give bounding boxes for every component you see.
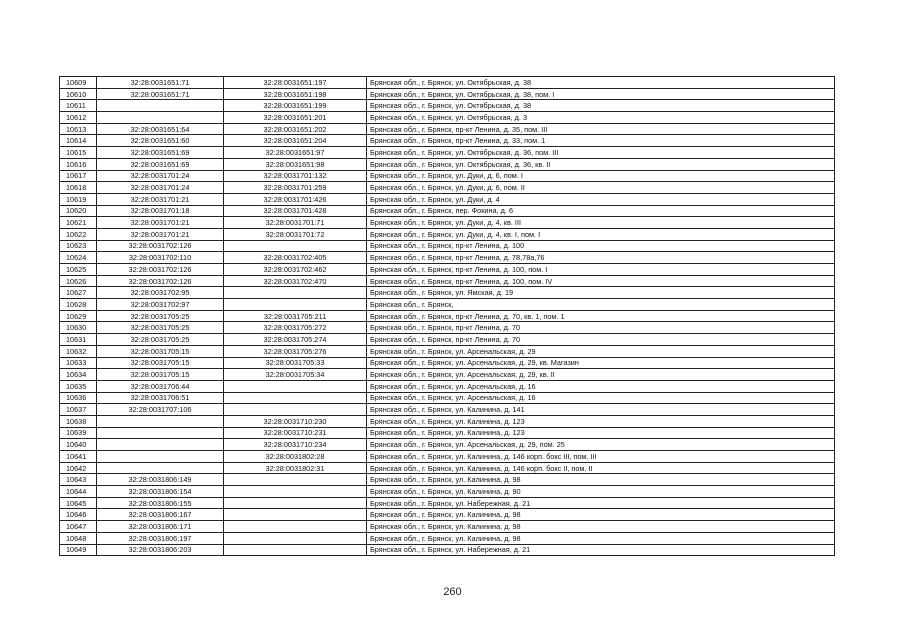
object-cadastral-number-cell: 32:28:0031651:97: [224, 147, 367, 159]
address-cell: Брянская обл., г. Брянск, ул. Октябрьская, д. 36, кв. II: [367, 158, 835, 170]
land-cadastral-number-cell: 32:28:0031705:25: [97, 310, 224, 322]
record-number-cell: 10625: [60, 264, 97, 276]
land-cadastral-number-cell: 32:28:0031651:69: [97, 147, 224, 159]
land-cadastral-number-cell: 32:28:0031701:21: [97, 228, 224, 240]
object-cadastral-number-cell: 32:28:0031802:28: [224, 451, 367, 463]
table-row: [60, 193, 835, 205]
land-cadastral-number-cell: 32:28:0031702:126: [97, 240, 224, 252]
table-row: [60, 205, 835, 217]
address-cell: Брянская обл., г. Брянск, ул. Октябрьская, д. 36, пом. III: [367, 147, 835, 159]
land-cadastral-number-cell: [97, 427, 224, 439]
table-row: [60, 380, 835, 392]
land-cadastral-number-cell: 32:28:0031651:71: [97, 88, 224, 100]
address-cell: Брянская обл., г. Брянск, ул. Набережная, д. 21: [367, 544, 835, 556]
land-cadastral-number-cell: 32:28:0031701:21: [97, 217, 224, 229]
object-cadastral-number-cell: 32:28:0031705:274: [224, 334, 367, 346]
address-cell: Брянская обл., г. Брянск, ул. Калинина, д. 146 корп. бокс II, пом. II: [367, 462, 835, 474]
land-cadastral-number-cell: [97, 451, 224, 463]
object-cadastral-number-cell: [224, 521, 367, 533]
land-cadastral-number-cell: [97, 100, 224, 112]
address-cell: Брянская обл., г. Брянск, ул. Октябрьская, д. 3: [367, 112, 835, 124]
land-cadastral-number-cell: 32:28:0031701:24: [97, 182, 224, 194]
table-row: [60, 100, 835, 112]
object-cadastral-number-cell: 32:28:0031710:234: [224, 439, 367, 451]
land-cadastral-number-cell: [97, 415, 224, 427]
record-number-cell: 10644: [60, 486, 97, 498]
land-cadastral-number-cell: 32:28:0031702:97: [97, 299, 224, 311]
land-cadastral-number-cell: 32:28:0031651:69: [97, 158, 224, 170]
address-cell: Брянская обл., г. Брянск,: [367, 299, 835, 311]
land-cadastral-number-cell: 32:28:0031806:154: [97, 486, 224, 498]
table-row: [60, 451, 835, 463]
table-row: [60, 287, 835, 299]
land-cadastral-number-cell: 32:28:0031705:15: [97, 357, 224, 369]
record-number-cell: 10612: [60, 112, 97, 124]
address-cell: Брянская обл., г. Брянск, ул. Дуки, д. 4, кв. I, пом. I: [367, 228, 835, 240]
table-row: [60, 275, 835, 287]
address-cell: Брянская обл., г. Брянск, ул. Калинина, д. 141: [367, 404, 835, 416]
table-row: [60, 439, 835, 451]
address-cell: Брянская обл., г. Брянск, ул. Арсенальская, д. 16: [367, 380, 835, 392]
record-number-cell: 10633: [60, 357, 97, 369]
address-cell: Брянская обл., г. Брянск, ул. Октябрьская, д. 38, пом. I: [367, 88, 835, 100]
table-row: [60, 497, 835, 509]
table-row: [60, 532, 835, 544]
page-number: 260: [443, 586, 462, 598]
object-cadastral-number-cell: 32:28:0031701:132: [224, 170, 367, 182]
object-cadastral-number-cell: 32:28:0031702:462: [224, 264, 367, 276]
record-number-cell: 10642: [60, 462, 97, 474]
land-cadastral-number-cell: 32:28:0031707:106: [97, 404, 224, 416]
address-cell: Брянская обл., г. Брянск, ул. Калинина, д. 98: [367, 532, 835, 544]
object-cadastral-number-cell: 32:28:0031651:98: [224, 158, 367, 170]
object-cadastral-number-cell: [224, 287, 367, 299]
object-cadastral-number-cell: [224, 532, 367, 544]
object-cadastral-number-cell: [224, 509, 367, 521]
address-cell: Брянская обл., г. Брянск, ул. Дуки, д. 6, пом. II: [367, 182, 835, 194]
table-row: [60, 182, 835, 194]
address-cell: Брянская обл., г. Брянск, ул. Арсенальская, д. 29: [367, 345, 835, 357]
address-cell: Брянская обл., г. Брянск, пр-кт Ленина, д. 70, кв. 1, пом. 1: [367, 310, 835, 322]
record-number-cell: 10622: [60, 228, 97, 240]
land-cadastral-number-cell: 32:28:0031651:64: [97, 123, 224, 135]
object-cadastral-number-cell: 32:28:0031710:230: [224, 415, 367, 427]
table-row: [60, 474, 835, 486]
address-cell: Брянская обл., г. Брянск, ул. Дуки, д. 4: [367, 193, 835, 205]
object-cadastral-number-cell: 32:28:0031802:31: [224, 462, 367, 474]
record-number-cell: 10639: [60, 427, 97, 439]
address-cell: Брянская обл., г. Брянск, пр-кт Ленина, д. 78,78а,76: [367, 252, 835, 264]
record-number-cell: 10638: [60, 415, 97, 427]
address-cell: Брянская обл., г. Брянск, пр-кт Ленина, д. 100: [367, 240, 835, 252]
address-cell: Брянская обл., г. Брянск, пр-кт Ленина, д. 100, пом. IV: [367, 275, 835, 287]
object-cadastral-number-cell: 32:28:0031651:199: [224, 100, 367, 112]
object-cadastral-number-cell: 32:28:0031701:426: [224, 193, 367, 205]
address-cell: Брянская обл., г. Брянск, ул. Арсенальская, д. 29, пом. 25: [367, 439, 835, 451]
land-cadastral-number-cell: 32:28:0031701:18: [97, 205, 224, 217]
record-number-cell: 10647: [60, 521, 97, 533]
record-number-cell: 10629: [60, 310, 97, 322]
object-cadastral-number-cell: [224, 404, 367, 416]
address-cell: Брянская обл., г. Брянск, пр-кт Ленина, д. 100, пом. I: [367, 264, 835, 276]
address-cell: Брянская обл., г. Брянск, ул. Калинина, д. 98: [367, 474, 835, 486]
address-cell: Брянская обл., г. Брянск, ул. Октябрьская, д. 38: [367, 100, 835, 112]
object-cadastral-number-cell: 32:28:0031651:201: [224, 112, 367, 124]
land-cadastral-number-cell: 32:28:0031706:44: [97, 380, 224, 392]
table-row: [60, 521, 835, 533]
table-row: [60, 299, 835, 311]
record-number-cell: 10627: [60, 287, 97, 299]
record-number-cell: 10634: [60, 369, 97, 381]
address-cell: Брянская обл., г. Брянск, ул. Калинина, д. 98: [367, 521, 835, 533]
object-cadastral-number-cell: 32:28:0031702:470: [224, 275, 367, 287]
address-cell: Брянская обл., г. Брянск, пр-кт Ленина, д. 70: [367, 334, 835, 346]
land-cadastral-number-cell: 32:28:0031806:197: [97, 532, 224, 544]
object-cadastral-number-cell: 32:28:0031702:405: [224, 252, 367, 264]
address-cell: Брянская обл., г. Брянск, ул. Набережная, д. 21: [367, 497, 835, 509]
record-number-cell: 10619: [60, 193, 97, 205]
record-number-cell: 10635: [60, 380, 97, 392]
table-row: [60, 334, 835, 346]
land-cadastral-number-cell: 32:28:0031806:171: [97, 521, 224, 533]
table-row: [60, 158, 835, 170]
land-cadastral-number-cell: 32:28:0031702:126: [97, 275, 224, 287]
land-cadastral-number-cell: 32:28:0031806:149: [97, 474, 224, 486]
record-number-cell: 10628: [60, 299, 97, 311]
address-cell: Брянская обл., г. Брянск, ул. Калинина, д. 98: [367, 509, 835, 521]
record-number-cell: 10637: [60, 404, 97, 416]
table-row: [60, 345, 835, 357]
record-number-cell: 10648: [60, 532, 97, 544]
land-cadastral-number-cell: 32:28:0031702:110: [97, 252, 224, 264]
table-row: [60, 369, 835, 381]
record-number-cell: 10614: [60, 135, 97, 147]
table-row: [60, 240, 835, 252]
land-cadastral-number-cell: [97, 439, 224, 451]
record-number-cell: 10646: [60, 509, 97, 521]
record-number-cell: 10632: [60, 345, 97, 357]
address-cell: Брянская обл., г. Брянск, пер. Фокина, д. 6: [367, 205, 835, 217]
object-cadastral-number-cell: 32:28:0031651:197: [224, 77, 367, 89]
land-cadastral-number-cell: 32:28:0031701:24: [97, 170, 224, 182]
object-cadastral-number-cell: 32:28:0031705:272: [224, 322, 367, 334]
address-cell: Брянская обл., г. Брянск, ул. Дуки, д. 4, кв. III: [367, 217, 835, 229]
table-row: [60, 77, 835, 89]
object-cadastral-number-cell: 32:28:0031651:204: [224, 135, 367, 147]
record-number-cell: 10640: [60, 439, 97, 451]
object-cadastral-number-cell: 32:28:0031705:34: [224, 369, 367, 381]
address-cell: Брянская обл., г. Брянск, ул. Арсенальская, д. 16: [367, 392, 835, 404]
address-cell: Брянская обл., г. Брянск, ул. Калинина, д. 123: [367, 415, 835, 427]
table-row: [60, 147, 835, 159]
record-number-cell: 10649: [60, 544, 97, 556]
table-row: [60, 112, 835, 124]
table-row: [60, 509, 835, 521]
land-cadastral-number-cell: 32:28:0031806:167: [97, 509, 224, 521]
object-cadastral-number-cell: 32:28:0031701:71: [224, 217, 367, 229]
table-row: [60, 252, 835, 264]
land-cadastral-number-cell: 32:28:0031706:51: [97, 392, 224, 404]
land-cadastral-number-cell: 32:28:0031702:126: [97, 264, 224, 276]
table-row: [60, 415, 835, 427]
address-cell: Брянская обл., г. Брянск, ул. Ямская, д. 19: [367, 287, 835, 299]
object-cadastral-number-cell: 32:28:0031701:72: [224, 228, 367, 240]
object-cadastral-number-cell: 32:28:0031701:428: [224, 205, 367, 217]
land-cadastral-number-cell: 32:28:0031701:21: [97, 193, 224, 205]
table-row: [60, 123, 835, 135]
record-number-cell: 10645: [60, 497, 97, 509]
table-body: [60, 77, 835, 556]
land-cadastral-number-cell: 32:28:0031705:25: [97, 322, 224, 334]
land-cadastral-number-cell: 32:28:0031806:155: [97, 497, 224, 509]
object-cadastral-number-cell: 32:28:0031651:198: [224, 88, 367, 100]
record-number-cell: 10620: [60, 205, 97, 217]
object-cadastral-number-cell: 32:28:0031705:33: [224, 357, 367, 369]
address-cell: Брянская обл., г. Брянск, ул. Калинина, д. 146 корп. бокс III, пом. III: [367, 451, 835, 463]
object-cadastral-number-cell: [224, 544, 367, 556]
record-number-cell: 10613: [60, 123, 97, 135]
object-cadastral-number-cell: [224, 380, 367, 392]
table-row: [60, 228, 835, 240]
table-row: [60, 404, 835, 416]
record-number-cell: 10611: [60, 100, 97, 112]
record-number-cell: 10631: [60, 334, 97, 346]
table-row: [60, 392, 835, 404]
land-cadastral-number-cell: 32:28:0031705:25: [97, 334, 224, 346]
record-number-cell: 10623: [60, 240, 97, 252]
object-cadastral-number-cell: 32:28:0031701:259: [224, 182, 367, 194]
land-cadastral-number-cell: 32:28:0031651:60: [97, 135, 224, 147]
table-row: [60, 462, 835, 474]
address-cell: Брянская обл., г. Брянск, ул. Калинина, д. 90: [367, 486, 835, 498]
table-row: [60, 357, 835, 369]
record-number-cell: 10616: [60, 158, 97, 170]
table-row: [60, 88, 835, 100]
address-cell: Брянская обл., г. Брянск, ул. Арсенальская, д. 29, кв. II: [367, 369, 835, 381]
address-cell: Брянская обл., г. Брянск, ул. Калинина, д. 123: [367, 427, 835, 439]
record-number-cell: 10636: [60, 392, 97, 404]
object-cadastral-number-cell: [224, 497, 367, 509]
object-cadastral-number-cell: 32:28:0031710:231: [224, 427, 367, 439]
record-number-cell: 10610: [60, 88, 97, 100]
table-row: [60, 310, 835, 322]
land-cadastral-number-cell: 32:28:0031705:15: [97, 369, 224, 381]
land-cadastral-number-cell: [97, 462, 224, 474]
address-cell: Брянская обл., г. Брянск, пр-кт Ленина, д. 70: [367, 322, 835, 334]
table-row: [60, 264, 835, 276]
table-row: [60, 322, 835, 334]
record-number-cell: 10630: [60, 322, 97, 334]
object-cadastral-number-cell: 32:28:0031705:276: [224, 345, 367, 357]
land-cadastral-number-cell: 32:28:0031806:203: [97, 544, 224, 556]
address-cell: Брянская обл., г. Брянск, пр-кт Ленина, д. 33, пом. 1: [367, 135, 835, 147]
record-number-cell: 10643: [60, 474, 97, 486]
object-cadastral-number-cell: [224, 486, 367, 498]
object-cadastral-number-cell: 32:28:0031705:211: [224, 310, 367, 322]
object-cadastral-number-cell: [224, 474, 367, 486]
record-number-cell: 10621: [60, 217, 97, 229]
land-cadastral-number-cell: 32:28:0031705:15: [97, 345, 224, 357]
table-row: [60, 217, 835, 229]
record-number-cell: 10618: [60, 182, 97, 194]
record-number-cell: 10626: [60, 275, 97, 287]
table-row: [60, 135, 835, 147]
address-cell: Брянская обл., г. Брянск, ул. Арсенальская, д. 29, кв. Магазин: [367, 357, 835, 369]
record-number-cell: 10641: [60, 451, 97, 463]
object-cadastral-number-cell: 32:28:0031651:202: [224, 123, 367, 135]
land-cadastral-number-cell: [97, 112, 224, 124]
address-cell: Брянская обл., г. Брянск, ул. Октябрьская, д. 38: [367, 77, 835, 89]
address-cell: Брянская обл., г. Брянск, пр-кт Ленина, д. 35, пом. III: [367, 123, 835, 135]
record-number-cell: 10617: [60, 170, 97, 182]
table-row: [60, 427, 835, 439]
land-cadastral-number-cell: 32:28:0031702:95: [97, 287, 224, 299]
object-cadastral-number-cell: [224, 392, 367, 404]
property-register-table: [59, 76, 835, 556]
address-cell: Брянская обл., г. Брянск, ул. Дуки, д. 6, пом. I: [367, 170, 835, 182]
record-number-cell: 10624: [60, 252, 97, 264]
record-number-cell: 10615: [60, 147, 97, 159]
table-row: [60, 170, 835, 182]
table-row: [60, 544, 835, 556]
land-cadastral-number-cell: 32:28:0031651:71: [97, 77, 224, 89]
object-cadastral-number-cell: [224, 299, 367, 311]
table-row: [60, 486, 835, 498]
object-cadastral-number-cell: [224, 240, 367, 252]
record-number-cell: 10609: [60, 77, 97, 89]
